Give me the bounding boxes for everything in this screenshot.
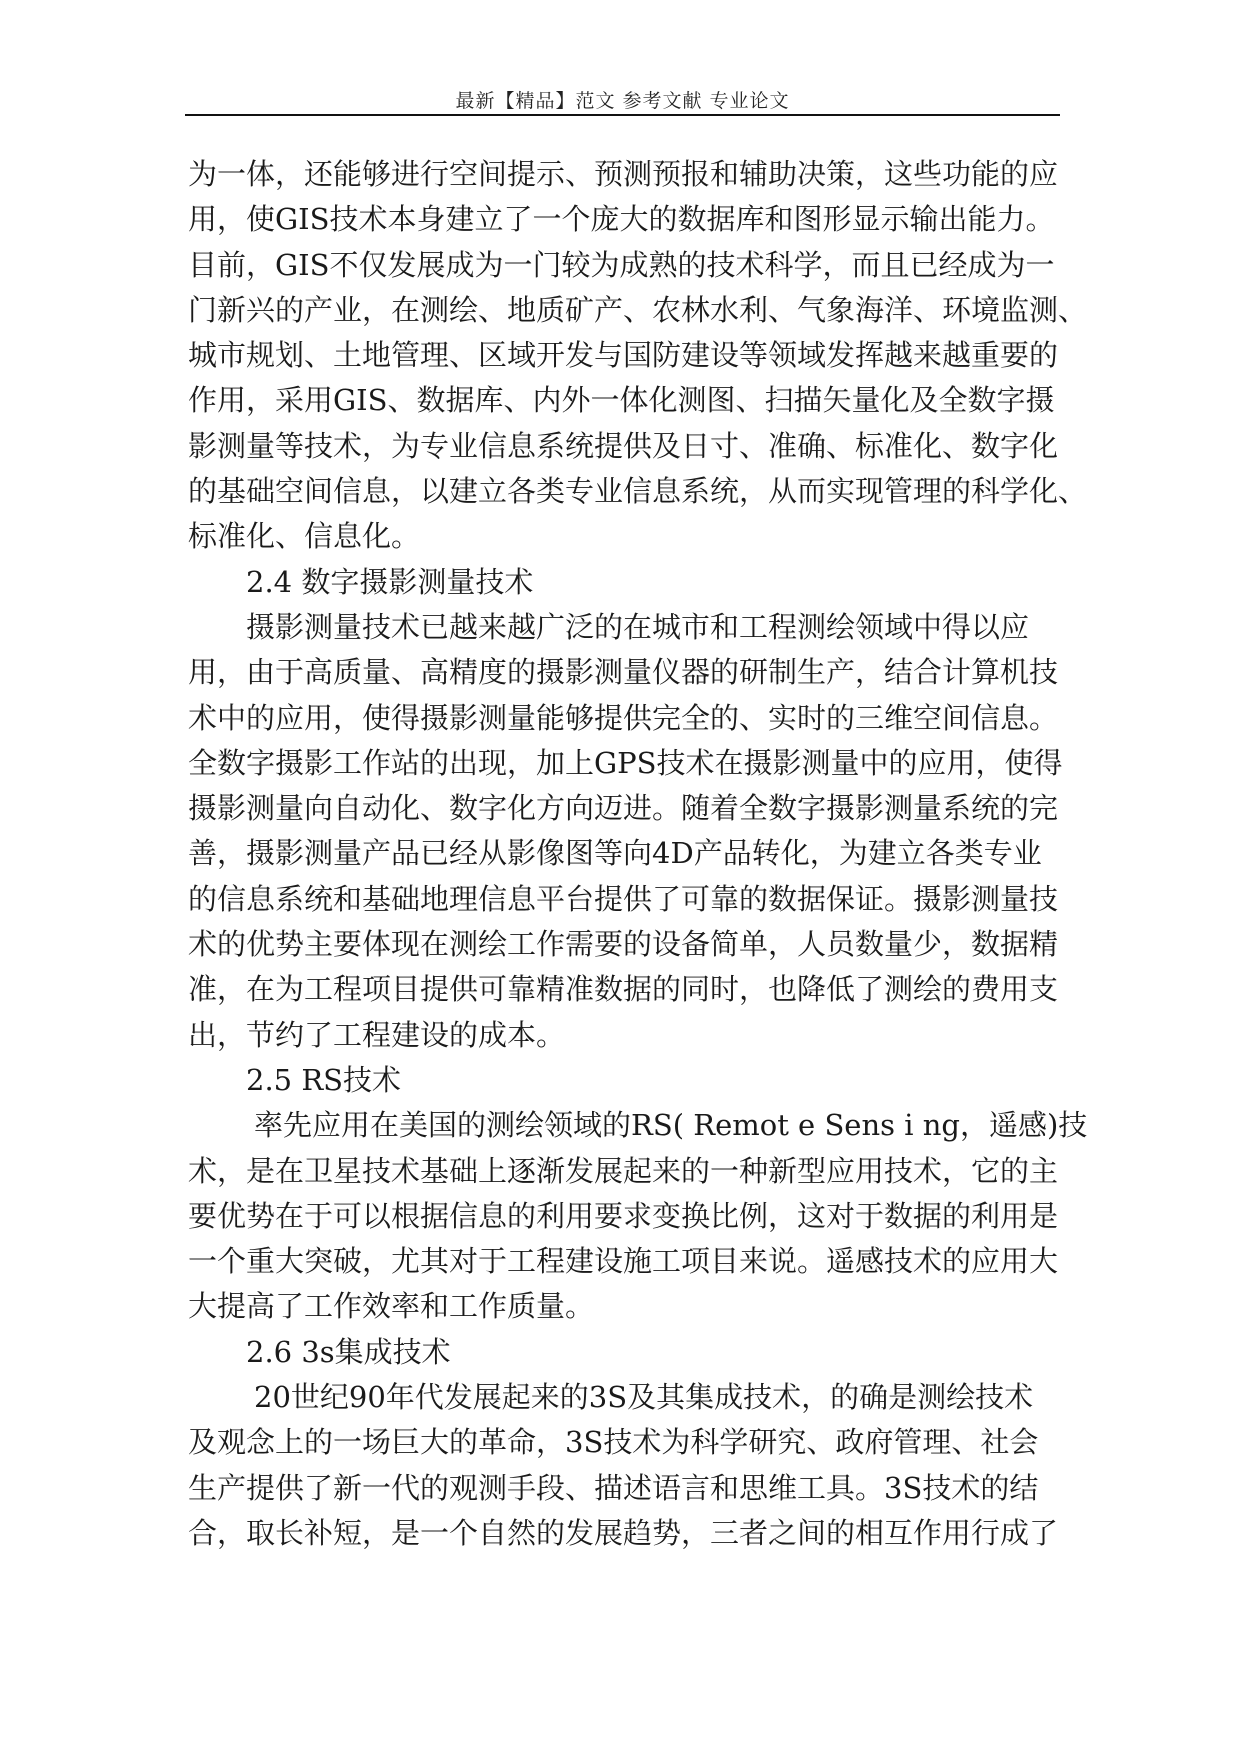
body-line: 用，使GIS技术本身建立了一个庞大的数据库和图形显示输出能力。 <box>188 202 1055 237</box>
body-line: 出，节约了工程建设的成本。 <box>188 1017 566 1052</box>
body-line: 20世纪90年代发展起来的3S及其集成技术，的确是测绘技术 <box>254 1380 1034 1415</box>
body-line: 全数字摄影工作站的出现，加上GPS技术在摄影测量中的应用，使得 <box>188 745 1063 780</box>
body-line: 生产提供了新一代的观测手段、描述语言和思维工具。3S技术的结 <box>188 1470 1039 1505</box>
body-line: 门新兴的产业，在测绘、地质矿产、农林水利、气象海洋、环境监测、 <box>188 292 1088 327</box>
header-divider <box>185 114 1060 116</box>
body-line: 的基础空间信息，以建立各类专业信息系统，从而实现管理的科学化、 <box>188 474 1088 509</box>
body-line: 用，由于高质量、高精度的摄影测量仪器的研制生产，结合计算机技 <box>188 655 1059 690</box>
section-heading-2-4: 2.4 数字摄影测量技术 <box>246 564 534 599</box>
body-line: 城市规划、土地管理、区域开发与国防建设等领域发挥越来越重要的 <box>188 338 1059 373</box>
body-line: 摄影测量向自动化、数字化方向迈进。随着全数字摄影测量系统的完 <box>188 791 1059 826</box>
body-line: 的信息系统和基础地理信息平台提供了可靠的数据保证。摄影测量技 <box>188 881 1059 916</box>
body-line: 率先应用在美国的测绘领域的RS( Remot e Sens i ng，遥感)技 <box>254 1108 1088 1143</box>
body-line: 准，在为工程项目提供可靠精准数据的同时，也降低了测绘的费用支 <box>188 972 1059 1007</box>
body-line: 目前，GIS不仅发展成为一门较为成熟的技术科学，而且已经成为一 <box>188 247 1055 282</box>
section-heading-2-6: 2.6 3s集成技术 <box>246 1334 451 1369</box>
body-line: 及观念上的一场巨大的革命，3S技术为科学研究、政府管理、社会 <box>188 1425 1039 1460</box>
body-line: 善，摄影测量产品已经从影像图等向4D产品转化，为建立各类专业 <box>188 836 1042 871</box>
body-line: 要优势在于可以根据信息的利用要求变换比例，这对于数据的利用是 <box>188 1198 1059 1233</box>
body-line: 作用，采用GIS、数据库、内外一体化测图、扫描矢量化及全数字摄 <box>188 383 1055 418</box>
body-line: 术的优势主要体现在测绘工作需要的设备简单，人员数量少，数据精 <box>188 927 1059 962</box>
section-heading-2-5: 2.5 RS技术 <box>246 1062 402 1097</box>
body-line: 一个重大突破，尤其对于工程建设施工项目来说。遥感技术的应用大 <box>188 1244 1059 1279</box>
body-line: 标准化、信息化。 <box>188 519 421 554</box>
body-line: 大提高了工作效率和工作质量。 <box>188 1289 595 1324</box>
document-body <box>188 152 1088 1556</box>
body-line: 术，是在卫星技术基础上逐渐发展起来的一种新型应用技术，它的主 <box>188 1153 1059 1188</box>
body-line: 摄影测量技术已越来越广泛的在城市和工程测绘领域中得以应 <box>246 609 1030 644</box>
body-line: 影测量等技术，为专业信息系统提供及日寸、准确、标准化、数字化 <box>188 428 1059 463</box>
body-line: 术中的应用，使得摄影测量能够提供完全的、实时的三维空间信息。 <box>188 700 1059 735</box>
body-line: 合，取长补短，是一个自然的发展趋势，三者之间的相互作用行成了 <box>188 1515 1059 1550</box>
running-header: 最新【精品】范文 参考文献 专业论文 <box>455 90 790 112</box>
body-line: 为一体，还能够进行空间提示、预测预报和辅助决策，这些功能的应 <box>188 157 1059 191</box>
